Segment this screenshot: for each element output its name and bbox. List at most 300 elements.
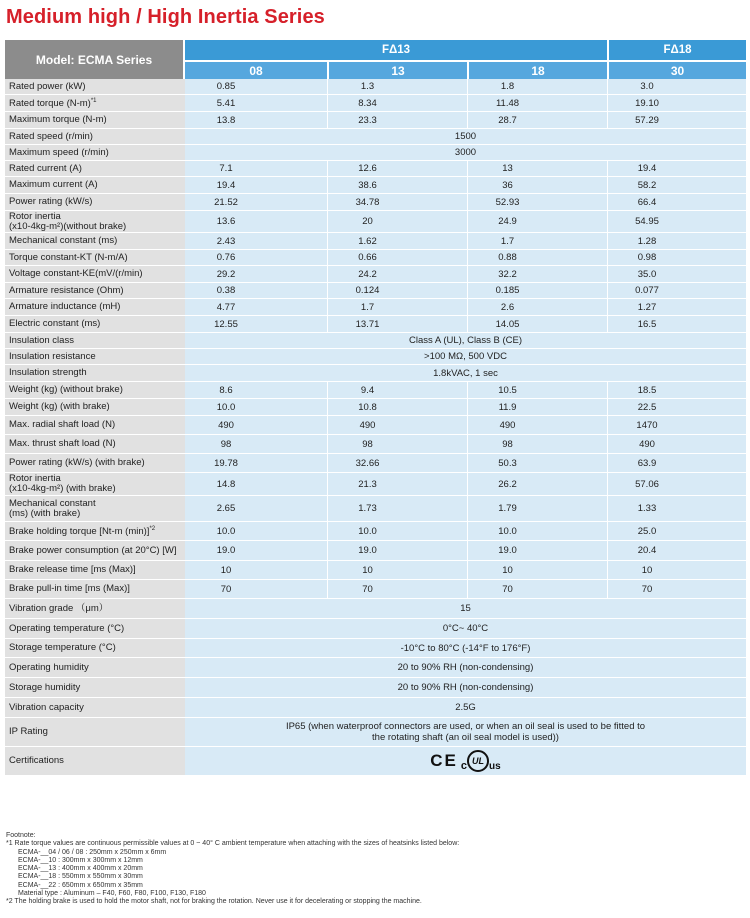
value-text: 36 <box>502 179 513 191</box>
value-text: 13.71 <box>355 318 380 330</box>
value-text: 22.5 <box>637 401 657 413</box>
value-cell <box>467 399 607 416</box>
spec-row <box>5 454 746 473</box>
spec-row <box>5 561 746 580</box>
value-text: 19.0 <box>358 545 377 556</box>
value-text: 20.4 <box>637 545 657 556</box>
value-cell <box>327 435 467 454</box>
value-cell <box>327 561 467 580</box>
value-cell <box>607 435 746 454</box>
row-label <box>5 399 185 416</box>
value-text: 0.66 <box>358 252 377 263</box>
value-cell <box>607 194 746 211</box>
value-cell <box>467 454 607 473</box>
value-text: 0.077 <box>635 285 659 296</box>
value-cell <box>185 266 327 283</box>
row-label-text: Rated torque (N-m) <box>9 98 91 110</box>
value-text: 11.9 <box>498 401 517 413</box>
row-label <box>5 698 185 718</box>
footnote-marker: *2 <box>149 526 156 533</box>
value-text: 490 <box>359 419 376 431</box>
footnote-line: *2 The holding brake is used to hold the motor shaft, not for braking the rotation. Never use it for decelerating or stopping the machine. <box>6 898 422 906</box>
value-cell <box>607 161 746 177</box>
value-text: 98 <box>362 438 373 450</box>
row-label-text: Maximum current (A) <box>9 179 98 190</box>
footnote-line: ECMA-__04 / 06 / 08 : 250mm x 250mm x 6mm <box>18 848 167 856</box>
span-value-cell <box>185 718 746 747</box>
value-text: 8.6 <box>219 384 233 396</box>
value-cell <box>327 95 467 112</box>
value-cell <box>185 112 327 129</box>
value-text: 13.8 <box>216 114 236 126</box>
value-text: 18.5 <box>637 384 657 396</box>
span-value-cell <box>185 333 746 349</box>
row-label <box>5 678 185 698</box>
value-cell <box>327 399 467 416</box>
ul-circle: UL <box>467 750 489 772</box>
value-cell <box>607 561 746 580</box>
value-cell <box>467 473 607 496</box>
value-text: 1.33 <box>637 503 657 514</box>
value-cell <box>607 473 746 496</box>
value-text: 1.7 <box>500 235 515 247</box>
value-text: 35.0 <box>637 268 657 280</box>
row-label <box>5 435 185 454</box>
span-value-cell <box>185 678 746 698</box>
row-label-text: Max. thrust shaft load (N) <box>9 438 116 449</box>
row-label-text: Insulation class <box>9 334 74 346</box>
span-value-cell <box>185 747 746 776</box>
value-cell <box>467 382 607 399</box>
value-text: 10.0 <box>498 525 517 537</box>
value-text: 32.2 <box>498 268 517 280</box>
row-label-text: Weight (kg) (without brake) <box>9 384 123 395</box>
value-cell <box>327 283 467 299</box>
value-text: >100 MΩ, 500 VDC <box>424 351 507 362</box>
value-cell <box>607 399 746 416</box>
value-cell <box>185 283 327 299</box>
value-cell <box>327 299 467 316</box>
row-label <box>5 145 185 161</box>
row-label <box>5 658 185 678</box>
value-cell <box>327 580 467 599</box>
model-header: Model: ECMA Series <box>5 40 185 79</box>
value-text: 19.78 <box>214 457 238 469</box>
value-cell <box>607 211 746 233</box>
row-label-text: Rated speed (r/min) <box>9 130 93 142</box>
row-label-text: Brake release time [ms (Max)] <box>9 564 136 575</box>
value-text: 26.2 <box>498 478 517 490</box>
row-label-text: Storage humidity <box>9 681 81 693</box>
model-col-30: 30 <box>607 62 746 79</box>
value-text: 19.4 <box>216 179 236 191</box>
row-label <box>5 333 185 349</box>
value-text: 0.85 <box>216 81 236 92</box>
value-text: 29.2 <box>216 268 236 280</box>
footnote-heading: Footnote: <box>6 832 36 839</box>
spec-row <box>5 599 746 619</box>
row-label-text: Rotor inertia <box>9 210 61 222</box>
row-label-text: Mechanical constant (ms) <box>9 235 118 246</box>
value-cell <box>185 522 327 541</box>
span-value-cell <box>185 365 746 382</box>
page-title: Medium high / High Inertia Series <box>6 6 325 28</box>
value-cell <box>607 250 746 266</box>
value-text: 490 <box>218 419 234 431</box>
value-text: 10.5 <box>498 384 517 396</box>
value-text: 0.98 <box>637 252 657 263</box>
row-label <box>5 541 185 561</box>
value-text: 57.06 <box>635 478 659 490</box>
value-text: 21.52 <box>214 196 238 208</box>
footnote-line: *1 Rate torque values are continuous permissible values at 0 ~ 40° C ambient temperature when attaching with the sizes of heatsinks listed below: <box>6 840 460 848</box>
value-text: 20 <box>362 216 373 227</box>
spec-table <box>5 40 746 776</box>
footnote-line: ECMA-__13 : 400mm x 400mm x 20mm <box>18 865 143 873</box>
value-cell <box>327 161 467 177</box>
value-cell <box>185 79 327 95</box>
value-cell <box>607 382 746 399</box>
value-text: 34.78 <box>355 196 380 208</box>
value-text: 1.27 <box>637 301 657 313</box>
value-text: 2.6 <box>500 301 515 313</box>
row-label <box>5 365 185 382</box>
certification-marks <box>430 750 500 772</box>
row-label <box>5 194 185 211</box>
value-cell <box>327 473 467 496</box>
value-cell <box>607 177 746 194</box>
spec-row <box>5 250 746 266</box>
spec-row <box>5 79 746 95</box>
value-text: 70 <box>362 583 373 595</box>
spec-row <box>5 619 746 639</box>
value-text: 70 <box>641 583 653 595</box>
row-label-text: Armature inductance (mH) <box>9 301 121 312</box>
value-cell <box>467 316 607 333</box>
value-text: 3000 <box>454 147 477 158</box>
row-label <box>5 95 185 112</box>
spec-row <box>5 698 746 718</box>
value-cell <box>327 541 467 561</box>
value-text: 9.4 <box>360 384 375 396</box>
row-label-text: Maximum speed (r/min) <box>9 146 109 158</box>
span-value-cell <box>185 639 746 658</box>
spec-row <box>5 266 746 283</box>
value-text: 0°C~ 40°C <box>442 623 489 634</box>
value-cell <box>327 233 467 250</box>
spec-row <box>5 747 746 776</box>
value-text: 10.0 <box>216 525 236 537</box>
spec-row <box>5 435 746 454</box>
value-text: 20 to 90% RH (non-condensing) <box>397 682 534 693</box>
value-cell <box>185 233 327 250</box>
value-cell <box>467 211 607 233</box>
row-label <box>5 747 185 776</box>
value-cell <box>327 522 467 541</box>
row-label <box>5 79 185 95</box>
row-label-text: Mechanical constant <box>9 497 96 509</box>
spec-row <box>5 496 746 522</box>
span-value-cell <box>185 349 746 365</box>
value-cell <box>607 522 746 541</box>
row-label-text: (x10-4kg-m²)(without brake) <box>9 220 127 232</box>
spec-row <box>5 473 746 496</box>
value-cell <box>185 95 327 112</box>
value-text: 3.0 <box>640 81 654 92</box>
row-label <box>5 619 185 639</box>
value-text: 98 <box>502 438 513 450</box>
value-cell <box>185 416 327 435</box>
value-text: 13.6 <box>216 216 236 227</box>
value-text: 19.0 <box>498 545 517 556</box>
value-cell <box>607 454 746 473</box>
footnote-line: ECMA-__10 : 300mm x 300mm x 12mm <box>18 856 143 864</box>
value-cell <box>327 266 467 283</box>
value-text: 10 <box>502 564 513 576</box>
spec-row <box>5 639 746 658</box>
row-label <box>5 454 185 473</box>
value-text: 10.0 <box>216 401 236 413</box>
row-label-text: Rotor inertia <box>9 473 61 484</box>
model-col-08: 08 <box>185 62 327 79</box>
value-cell <box>467 112 607 129</box>
value-cell <box>327 112 467 129</box>
value-text: 32.66 <box>355 457 380 469</box>
value-text: 50.3 <box>498 457 517 469</box>
value-cell <box>327 194 467 211</box>
ul-listed-mark-icon <box>461 750 501 772</box>
value-cell <box>185 211 327 233</box>
value-cell <box>607 416 746 435</box>
value-cell <box>467 177 607 194</box>
value-cell <box>467 561 607 580</box>
row-label-text: Operating temperature (°C) <box>9 622 125 634</box>
row-label <box>5 718 185 747</box>
row-label <box>5 496 185 522</box>
value-text: 14.8 <box>216 478 236 490</box>
value-text: 63.9 <box>637 457 657 469</box>
value-text: 21.3 <box>358 478 377 490</box>
value-cell <box>607 233 746 250</box>
value-text: 0.185 <box>495 285 520 296</box>
value-text: 15 <box>460 603 471 614</box>
value-text: 490 <box>499 419 516 431</box>
value-cell <box>327 211 467 233</box>
row-label-text: Insulation resistance <box>9 350 96 362</box>
spec-row <box>5 145 746 161</box>
value-cell <box>185 496 327 522</box>
value-cell <box>467 95 607 112</box>
value-text: -10°C to 80°C (-14°F to 176°F) <box>400 642 531 654</box>
row-label <box>5 561 185 580</box>
value-text: 1.28 <box>637 235 657 247</box>
value-text: 10 <box>220 564 232 576</box>
row-label <box>5 416 185 435</box>
value-cell <box>607 299 746 316</box>
row-label <box>5 316 185 333</box>
footnote-line: Material type : Aluminum – F40, F60, F80, F100, F130, F180 <box>18 890 206 898</box>
value-cell <box>607 541 746 561</box>
value-cell <box>185 250 327 266</box>
value-cell <box>467 161 607 177</box>
value-cell <box>185 473 327 496</box>
value-text: 58.2 <box>637 179 657 191</box>
value-cell <box>607 79 746 95</box>
value-text: 23.3 <box>358 114 377 126</box>
spec-row <box>5 580 746 599</box>
row-label-text: Rated current (A) <box>9 162 82 174</box>
row-label <box>5 283 185 299</box>
value-text: 12.55 <box>214 318 238 330</box>
footnote-line: ECMA-__22 : 650mm x 650mm x 35mm <box>18 881 143 889</box>
span-value-cell <box>185 145 746 161</box>
row-label <box>5 522 185 541</box>
row-label-text: Vibration grade （μm） <box>9 602 109 614</box>
row-label <box>5 349 185 365</box>
group-header-f18: FΔ18 <box>607 40 746 62</box>
row-label-text: Power rating (kW/s) (with brake) <box>9 457 145 468</box>
value-text: 19.4 <box>637 163 657 174</box>
value-cell <box>185 454 327 473</box>
ce-mark-icon: CE <box>430 751 458 770</box>
value-cell <box>607 266 746 283</box>
row-label <box>5 580 185 599</box>
value-cell <box>185 382 327 399</box>
value-cell <box>467 416 607 435</box>
value-text: 10.0 <box>358 525 377 537</box>
value-cell <box>467 522 607 541</box>
spec-row <box>5 416 746 435</box>
spec-row <box>5 211 746 233</box>
spec-row <box>5 112 746 129</box>
spec-row <box>5 399 746 416</box>
value-text: 0.88 <box>498 252 517 263</box>
value-cell <box>607 283 746 299</box>
value-cell <box>185 177 327 194</box>
value-cell <box>607 95 746 112</box>
value-cell <box>467 79 607 95</box>
value-text: 24.9 <box>498 216 517 227</box>
row-label-text: IP Rating <box>9 726 48 737</box>
value-cell <box>467 283 607 299</box>
value-text: 10 <box>641 564 653 576</box>
value-cell <box>327 177 467 194</box>
row-label <box>5 473 185 496</box>
spec-row <box>5 283 746 299</box>
value-text: 12.6 <box>358 163 377 174</box>
footnote-line: ECMA-__18 : 550mm x 550mm x 30mm <box>18 873 143 881</box>
spec-row <box>5 95 746 112</box>
value-text: the rotating shaft (an oil seal model is used)) <box>372 732 559 743</box>
spec-row <box>5 333 746 349</box>
value-cell <box>467 496 607 522</box>
row-label-text: Rated power (kW) <box>9 80 86 92</box>
value-cell <box>327 79 467 95</box>
row-label <box>5 177 185 194</box>
row-label <box>5 639 185 658</box>
value-cell <box>327 454 467 473</box>
value-text: 1.79 <box>498 503 517 514</box>
value-cell <box>185 194 327 211</box>
value-cell <box>327 250 467 266</box>
row-label-text: Brake power consumption (at 20°C) [W] <box>9 544 177 556</box>
value-text: 1.3 <box>360 81 375 92</box>
value-text: 19.10 <box>635 97 659 109</box>
value-text: 70 <box>502 583 513 595</box>
value-text: 98 <box>220 438 232 450</box>
span-value-cell <box>185 698 746 718</box>
spec-row <box>5 718 746 747</box>
value-cell <box>185 316 327 333</box>
value-text: 0.124 <box>355 285 380 296</box>
value-cell <box>185 161 327 177</box>
value-cell <box>607 580 746 599</box>
spec-row <box>5 129 746 145</box>
value-cell <box>467 266 607 283</box>
value-text: 8.34 <box>358 97 377 109</box>
value-cell <box>185 541 327 561</box>
spec-row <box>5 382 746 399</box>
spec-row <box>5 161 746 177</box>
value-text: Class A (UL), Class B (CE) <box>409 335 522 346</box>
value-text: 1.8 <box>500 81 515 92</box>
value-text: 16.5 <box>637 318 657 330</box>
group-header-f13: FΔ13 <box>185 40 607 62</box>
value-text: IP65 (when waterproof connectors are used, or when an oil seal is used to be fitted to <box>285 721 646 732</box>
row-label-text: Electric constant (ms) <box>9 318 101 329</box>
row-label-text: (ms) (with brake) <box>9 507 81 519</box>
row-label <box>5 382 185 399</box>
row-label-text: Maximum torque (N-m) <box>9 114 107 125</box>
span-value-cell <box>185 658 746 678</box>
value-text: 1.73 <box>358 503 377 514</box>
value-text: 38.6 <box>358 179 377 191</box>
value-cell <box>185 561 327 580</box>
value-cell <box>467 233 607 250</box>
value-text: 70 <box>220 583 232 595</box>
row-label-text: Insulation strength <box>9 367 87 378</box>
row-label-text: (x10-4kg-m²) (with brake) <box>9 483 116 494</box>
row-label <box>5 266 185 283</box>
spec-row <box>5 177 746 194</box>
model-col-18: 18 <box>467 62 607 79</box>
value-cell <box>327 496 467 522</box>
row-label-text: Voltage constant-KE(mV/(r/min) <box>9 268 143 279</box>
span-value-cell <box>185 599 746 619</box>
value-text: 2.43 <box>216 235 236 247</box>
value-text: 25.0 <box>637 525 657 537</box>
value-text: 4.77 <box>216 301 236 313</box>
row-label <box>5 233 185 250</box>
value-cell <box>467 580 607 599</box>
footnote-marker: *1 <box>90 98 97 105</box>
value-cell <box>467 299 607 316</box>
row-label <box>5 299 185 316</box>
row-label <box>5 129 185 145</box>
value-text: 52.93 <box>495 196 520 208</box>
spec-row <box>5 678 746 698</box>
value-cell <box>607 496 746 522</box>
row-label-text: Brake pull-in time [ms (Max)] <box>9 583 130 594</box>
model-col-13: 13 <box>327 62 467 79</box>
span-value-cell <box>185 129 746 145</box>
value-text: 28.7 <box>498 114 517 126</box>
value-cell <box>327 416 467 435</box>
value-text: 7.1 <box>219 163 233 174</box>
value-cell <box>327 316 467 333</box>
value-text: 1.7 <box>360 301 375 313</box>
value-text: 11.48 <box>495 97 520 109</box>
